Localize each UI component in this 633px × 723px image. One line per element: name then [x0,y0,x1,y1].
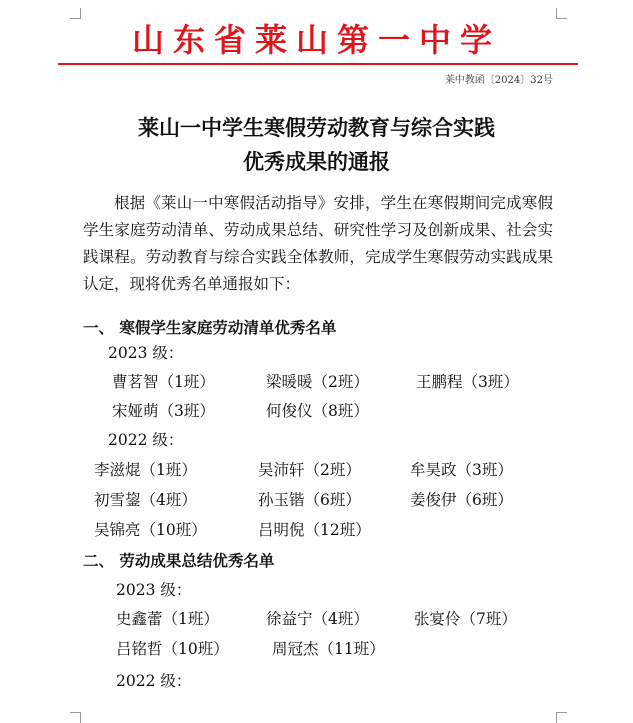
grade-label: 2023 级： [108,344,184,362]
corner-mark-bottom-left [70,712,81,723]
student-name: 梁暖暖（2班） [266,373,369,391]
section-heading: 二、 劳动成果总结优秀名单 [83,551,275,570]
student-name: 徐益宁（4班） [266,610,369,628]
corner-mark-bottom-right [556,712,567,723]
student-name: 曹茗智（1班） [112,373,215,391]
student-name: 张宴伶（7班） [414,610,517,628]
grade-label: 2022 级： [108,431,184,449]
student-name: 李滋焜（1班） [94,461,197,479]
student-name: 吕铭哲（10班） [116,640,229,658]
student-name: 史鑫蕾（1班） [116,610,219,628]
school-letterhead: 山东省莱山第一中学 [131,21,501,59]
student-name: 吴锦亮（10班） [94,521,207,539]
student-name: 何俊仪（8班） [266,402,369,420]
student-name: 初雪鋆（4班） [94,491,197,509]
student-name: 宋娅萌（3班） [112,402,215,420]
document-title-line2: 优秀成果的通报 [243,149,390,174]
student-name: 孙玉锴（6班） [258,491,361,509]
intro-paragraph: 根据《莱山一中寒假活动指导》安排，学生在寒假期间完成寒假学生家庭劳动清单、劳动成果总结、研究性学习及创新成果、社会实践课程。劳动教育与综合实践全体教师，完成学生寒假劳动实践成果认定，现将优秀名单通报如下： [83,194,553,293]
corner-mark-top-right [556,8,567,19]
letterhead-rule [58,63,578,65]
corner-mark-top-left [70,8,81,19]
student-name: 姜俊伊（6班） [410,491,513,509]
student-name: 周冠杰（11班） [272,640,385,658]
grade-label: 2022 级： [116,672,192,690]
document-title-line1: 莱山一中学生寒假劳动教育与综合实践 [138,115,495,140]
document-number: 莱中教函〔2024〕32号 [444,75,553,86]
grade-label: 2023 级： [116,581,192,599]
student-name: 吕明倪（12班） [258,521,371,539]
student-name: 王鹏程（3班） [416,373,519,391]
section-heading: 一、 寒假学生家庭劳动清单优秀名单 [83,318,337,337]
student-name: 吴沛轩（2班） [258,461,361,479]
student-name: 牟昊政（3班） [410,461,513,479]
